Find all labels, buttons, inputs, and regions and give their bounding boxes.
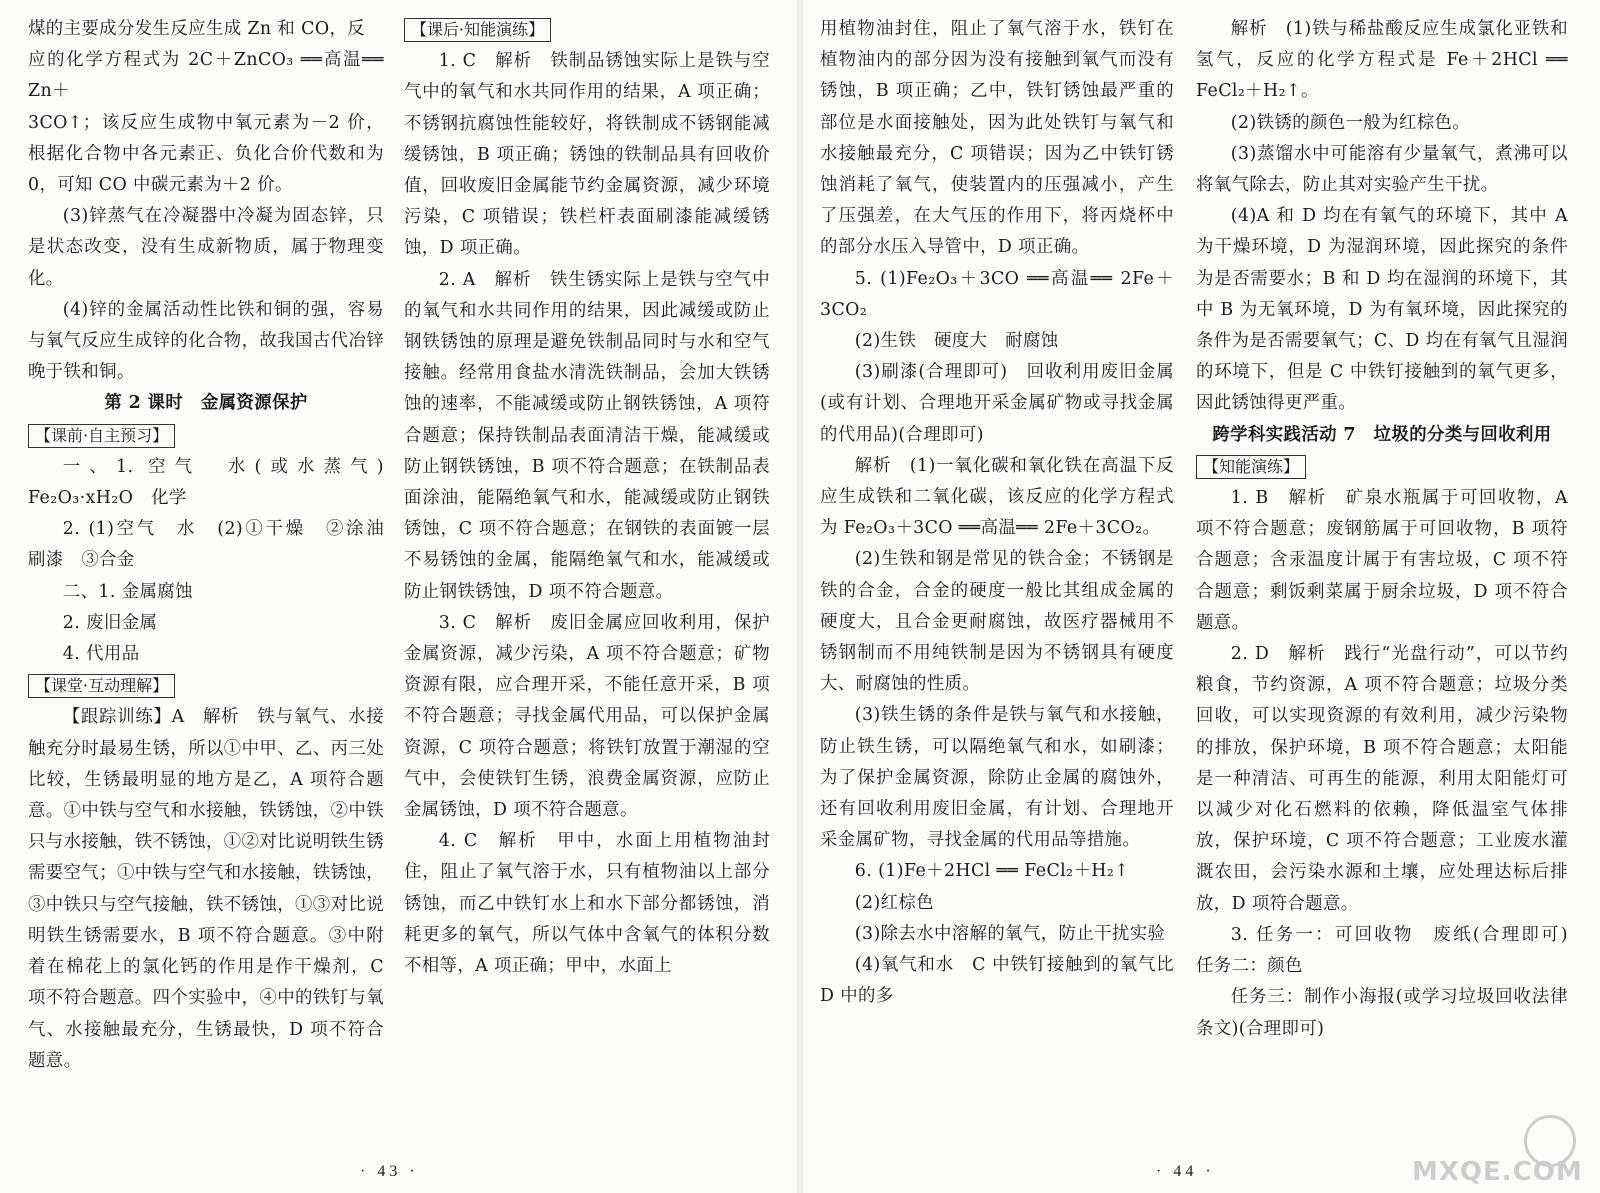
text-paragraph: (2)生铁和钢是常见的铁合金；不锈钢是铁的合金，合金的硬度一般比其组成金属的硬度大，且合金更耐腐蚀，故医疗器械用不锈钢制而不用纯铁制是因为不锈钢具有硬度大、耐腐蚀的性质。 [820, 549, 1174, 695]
section-tag-box: 【知能演练】 [1196, 455, 1306, 479]
page-number-right: · 44 · [1156, 1163, 1215, 1180]
text-paragraph: (3)刷漆(合理即可) 回收利用废旧金属(或有计划、合理地开采金属矿物或寻找金属的代用品)(合理即可) [820, 362, 1174, 445]
text-paragraph: 用植物油封住，阻止了氧气溶于水，铁钉在植物油内的部分因为没有接触到氧气而没有锈蚀，B 项正确；乙中，铁钉锈蚀最严重的部位是水面接触处，因为此处铁钉与氧气和水接触最充分，C 项错误；因为乙中铁钉锈蚀消耗了氧气，使装置内的压强减小，产生了压强差，在大气压的作用下，将丙烧杯中的部分水压入导管中，D 项正确。 [820, 19, 1174, 258]
right-page [800, 0, 1600, 1193]
text-paragraph: (2)红棕色 [854, 892, 935, 913]
text-paragraph: 应的化学方程式为 2C＋ZnCO₃ ══高温══ Zn＋ [28, 50, 384, 102]
text-paragraph: 2. 废旧金属 [62, 612, 158, 633]
watermark-text: MXQE.COM [1412, 1157, 1583, 1187]
text-paragraph: 6. (1)Fe＋2HCl ══ FeCl₂＋H₂↑ [854, 861, 1130, 882]
text-paragraph: (3)锌蒸气在冷凝器中冷凝为固态锌，只是状态改变，没有生成新物质，属于物理变化。 [28, 206, 384, 289]
text-paragraph: 解析 (1)一氧化碳和氧化铁在高温下反应生成铁和二氧化碳，该反应的化学方程式为 Fe₂O₃＋3CO ══高温══ 2Fe＋3CO₂。 [820, 455, 1174, 539]
right-page-column-2 [1196, 14, 1586, 1154]
section-tag [28, 670, 384, 702]
text-paragraph: (3)除去水中溶解的氧气，防止干扰实验 [854, 923, 1166, 944]
text-paragraph: (2)生铁 硬度大 耐腐蚀 [854, 331, 1059, 352]
page-number-left: · 43 · [360, 1163, 419, 1180]
text-paragraph: 4. C 解析 甲中，水面上用植物油封住，阻止了氧气溶于水，只有植物油以上部分锈蚀，而乙中铁钉水上和水下部分都锈蚀，消耗更多的氧气，所以气体中含氧气的体积分数不相等，A 项正确；甲中，水面上 [404, 831, 770, 977]
section-tag-box: 【课后·知能演练】 [404, 18, 551, 42]
left-page-column-1 [28, 14, 402, 1154]
watermark-logo [1412, 1117, 1582, 1187]
text-paragraph: 1. C 解析 铁制品锈蚀实际上是铁与空气中的氧气和水共同作用的结果，A 项正确；不锈钢抗腐蚀性能较好，将铁制成不锈钢能减缓锈蚀，B 项正确；锈蚀的铁制品具有回收价值，回收废旧金属能节约金属资源，减少环境污染，C 项错误；铁栏杆表面刷漆能减缓锈蚀，D 项正确。 [404, 51, 770, 259]
section-tag-box: 【课前·自主预习】 [28, 424, 175, 448]
section-tag [404, 14, 770, 46]
text-paragraph: 1. B 解析 矿泉水瓶属于可回收物，A 项不符合题意；废钢筋属于可回收物，B 项符合题意；含汞温度计属于有害垃圾，C 项不符合题意；剩饭剩菜属于厨余垃圾，D 项不符合题意。 [1196, 488, 1568, 633]
text-paragraph: (3)铁生锈的条件是铁与氧气和水接触，防止铁生锈，可以隔绝氧气和水，如刷漆；为了保护金属资源，除防止金属的腐蚀外，还有回收利用废旧金属，有计划、合理地开采金属矿物，寻找金属的代用品等措施。 [820, 705, 1174, 851]
text-paragraph: (4)锌的金属活动性比铁和铜的强，容易与氧气反应生成锌的化合物，故我国古代冶锌晚于铁和铜。 [28, 299, 384, 383]
section-tag-box: 【课堂·互动理解】 [28, 674, 175, 698]
text-paragraph: 3CO↑；该反应生成物中氧元素为－2 价，根据化合物中各元素正、负化合价代数和为 0，可知 CO 中碳元素为＋2 价。 [28, 112, 384, 196]
text-paragraph: (4)A 和 D 均在有氧气的环境下，其中 A 为干燥环境，D 为湿润环境，因此探究的条件为是否需要水；B 和 D 均在湿润的环境下，其中 B 为无氧环境，D 为有氧环境，因此探究的条件为是否需要氧气；C、D 均在有氧气且湿润的环境下，但是 C 中铁钉接触到的氧气更多，因此锈蚀得更严重。 [1196, 206, 1569, 414]
text-paragraph: (2)铁锈的颜色一般为红棕色。 [1230, 112, 1471, 133]
text-paragraph: 3. C 解析 废旧金属应回收利用，保护金属资源，减少污染，A 项不符合题意；矿物资源有限，应合理开采，不能任意开采，B 项不符合题意；寻找金属代用品，可以保护金属资源，C 项符合题意；将铁钉放置于潮湿的空气中，会使铁钉生锈，浪费金属资源，应防止金属锈蚀，D 项不符合题意。 [404, 612, 770, 821]
text-paragraph: 任务三：制作小海报(或学习垃圾回收法律条文)(合理即可) [1196, 987, 1568, 1039]
text-paragraph: 4. 代用品 [62, 644, 140, 665]
text-paragraph: 一、1. 空气 水(或水蒸气) Fe₂O₃·xH₂O 化学 [28, 456, 402, 509]
text-paragraph: 2. A 解析 铁生锈实际上是铁与空气中的氧气和水共同作用的结果，因此减缓或防止钢铁锈蚀的原理是避免铁制品同时与水和空气接触。经常用食盐水清洗铁制品，会加大铁锈蚀的速率，不能减缓或防止钢铁锈蚀，A 项符合题意；保持铁制品表面清洁干燥，能减缓或防止钢铁锈蚀，B 项不符合题意；在铁制品表面涂油，能隔绝氧气和水，能减缓或防止钢铁锈蚀，C 项不符合题意；在钢铁的表面镀一层不易锈蚀的金属，能隔绝氧气和水，能减缓或防止钢铁锈蚀，D 项不符合题意。 [404, 269, 770, 602]
section-heading: 跨学科实践活动 7 垃圾的分类与回收利用 [1212, 424, 1552, 445]
text-paragraph: (3)蒸馏水中可能溶有少量氧气，煮沸可以将氧气除去，防止其对实验产生干扰。 [1196, 143, 1568, 196]
left-page-column-2 [404, 14, 770, 1154]
text-paragraph: 【跟踪训练】A 解析 铁与氧气、水接触充分时最易生锈，所以①中甲、乙、丙三处比较，生锈最明显的地方是乙，A 项符合题意。①中铁与空气和水接触，铁锈蚀，②中铁只与水接触，铁不锈蚀，①②对比说明铁生锈需要空气；①中铁与空气和水接触，铁锈蚀，③中铁只与空气接触，铁不锈蚀，①③对比说明铁生锈需要水，B 项不符合题意。③中附着在棉花上的氯化钙的作用是作干燥剂，C 项不符合题意。四个实验中，④中的铁钉与氧气、水接触最充分，生锈最快，D 项不符合题意。 [28, 707, 384, 1071]
text-paragraph: 3. 任务一：可回收物 废纸(合理即可) 任务二：颜色 [1196, 924, 1586, 977]
text-paragraph: 二、1. 金属腐蚀 [62, 581, 193, 602]
section-heading: 第 2 课时 金属资源保护 [104, 393, 308, 414]
text-paragraph: 2. D 解析 践行“光盘行动”，可以节约粮食，节约资源，A 项不符合题意；垃圾分类回收，可以实现资源的有效利用，减少污染物的排放，保护环境，B 项不符合题意；太阳能是一种清洁、可再生的能源，利用太阳能灯可以减少对化石燃料的依赖，降低温室气体排放，保护环境，C 项不符合题意；工业废水灌溉农田，会污染水源和土壤，应处理达标后排放，D 项符合题意。 [1196, 644, 1568, 914]
right-page-column-1 [820, 14, 1174, 1154]
section-tag [28, 420, 384, 452]
text-paragraph: (4)氧气和水 C 中铁钉接触到的氧气比 D 中的多 [820, 955, 1174, 1007]
text-paragraph: 2. (1)空气 水 (2)①干燥 ②涂油 刷漆 ③合金 [28, 519, 402, 571]
section-tag [1196, 451, 1568, 483]
text-paragraph: 5. (1)Fe₂O₃＋3CO ══高温══ 2Fe＋3CO₂ [820, 268, 1174, 320]
text-paragraph: 煤的主要成分发生反应生成 Zn 和 CO，反 [28, 19, 366, 39]
text-paragraph: 解析 (1)铁与稀盐酸反应生成氯化亚铁和氢气，反应的化学方程式是 Fe＋2HCl ══ FeCl₂＋H₂↑。 [1196, 19, 1568, 102]
